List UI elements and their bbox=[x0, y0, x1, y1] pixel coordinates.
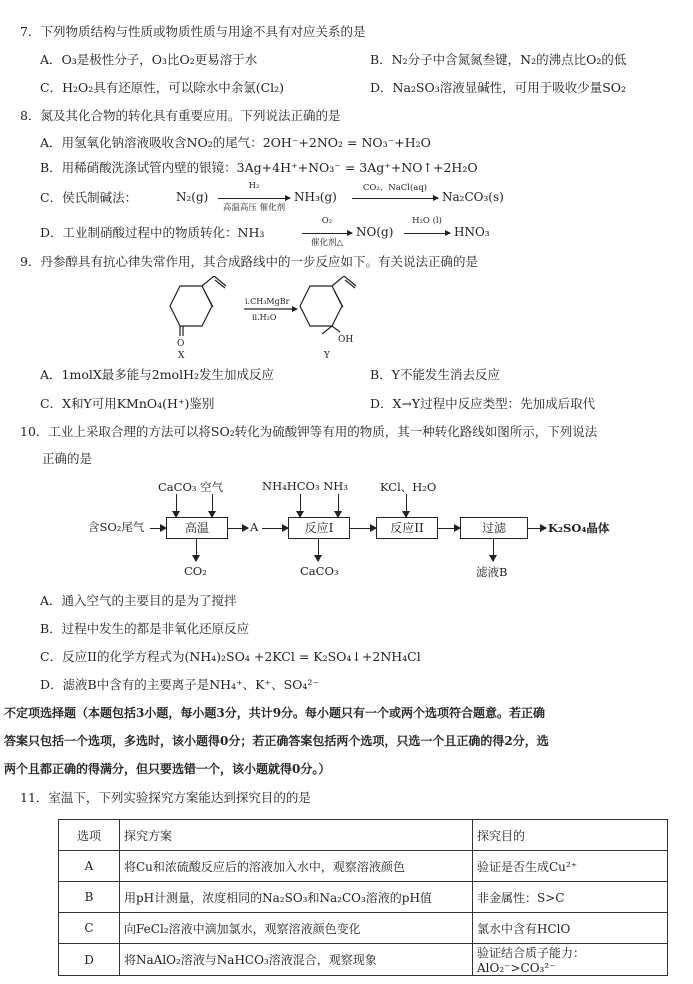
table-row bbox=[59, 851, 668, 882]
q9-option-d: D．X→Y过程中反应类型：先加成后取代 bbox=[370, 396, 596, 411]
q8-c-arrow-1 bbox=[218, 198, 290, 199]
flow-arrow-bottom-4 bbox=[493, 539, 494, 561]
flow-bottom-2: CaCO₃ bbox=[300, 564, 339, 578]
molecule-y bbox=[300, 276, 356, 334]
flow-arrow-top-2b bbox=[338, 494, 339, 517]
row-a-purpose: 验证是否生成Cu²⁺ bbox=[473, 851, 668, 882]
flow-box-high-temp: 高温 bbox=[166, 517, 228, 539]
q8-d-species-3: HNO₃ bbox=[454, 225, 490, 239]
row-c-plan: 向FeCl₂溶液中滴加氯水，观察溶液颜色变化 bbox=[120, 913, 473, 944]
q8-c-cond2-top: CO₂、NaCl(aq) bbox=[362, 183, 428, 193]
label-x: X bbox=[178, 351, 185, 361]
q7-option-c: C．H₂O₂具有还原性，可以除水中余氯(Cl₂) bbox=[40, 80, 285, 95]
q8-c-species-3: Na₂CO₃(s) bbox=[442, 190, 504, 204]
flow-arrow-top-3 bbox=[406, 494, 407, 517]
flow-arrow-top-1b bbox=[212, 494, 213, 517]
reagent-1: i.CH₃MgBr bbox=[245, 297, 290, 306]
table-row bbox=[59, 944, 668, 976]
q8-d-arrow-1 bbox=[302, 233, 352, 234]
q8-d-prefix: D．工业制硝酸过程中的物质转化：NH₃ bbox=[40, 225, 265, 240]
q8-stem: 8．氮及其化合物的转化具有重要应用。下列说法正确的是 bbox=[20, 108, 341, 123]
flow-arrow-bottom-1 bbox=[196, 539, 197, 561]
flow-mid-label: A bbox=[250, 520, 259, 534]
row-b-purpose: 非金属性：S>C bbox=[473, 882, 668, 913]
q8-option-a: A．用氢氧化钠溶液吸收含NO₂的尾气：2OH⁻+2NO₂ = NO₃⁻+H₂O bbox=[40, 135, 431, 150]
q10-option-c: C．反应II的化学方程式为(NH₄)₂SO₄ +2KCl = K₂SO₄↓+2NH₄Cl bbox=[40, 649, 421, 664]
q9-option-a: A．1molX最多能与2molH₂发生加成反应 bbox=[40, 367, 274, 382]
row-a-plan: 将Cu和浓硫酸反应后的溶液加入水中，观察溶液颜色 bbox=[120, 851, 473, 882]
label-y: Y bbox=[324, 351, 330, 361]
flow-input-label: 含SO₂尾气 bbox=[88, 520, 145, 534]
flow-arrow-2 bbox=[228, 528, 248, 529]
flow-output-label: K₂SO₄晶体 bbox=[548, 521, 610, 535]
section-instructions-line3: 两个且都正确的得满分，但只要选错一个，该小题就得0分。） bbox=[4, 762, 331, 776]
q8-d-cond1-bot: 催化剂△ bbox=[310, 238, 344, 248]
row-b-plan: 用pH计测量，浓度相同的Na₂SO₃和Na₂CO₃溶液的pH值 bbox=[120, 882, 473, 913]
table-row bbox=[59, 882, 668, 913]
table-header-row bbox=[59, 820, 668, 851]
q10-option-a: A．通入空气的主要目的是为了搅拌 bbox=[40, 593, 237, 608]
flow-arrow-1 bbox=[150, 528, 166, 529]
q10-option-b: B．过程中发生的都是非氧化还原反应 bbox=[40, 621, 250, 636]
flow-top-3: KCl、H₂O bbox=[380, 480, 437, 494]
q11-stem: 11．室温下，下列实验探究方案能达到探究目的的是 bbox=[20, 790, 311, 805]
molecule-x bbox=[170, 276, 226, 336]
q11-table bbox=[58, 819, 668, 976]
flow-top-2: NH₄HCO₃ NH₃ bbox=[262, 479, 348, 493]
section-instructions-line1: 不定项选择题（本题包括3小题，每小题3分，共计9分。每小题只有一个或两个选项符合题意。若正确 bbox=[4, 706, 546, 720]
q9-option-b: B．Y不能发生消去反应 bbox=[370, 367, 500, 382]
q7-option-a: A．O₃是极性分子，O₃比O₂更易溶于水 bbox=[40, 52, 258, 67]
q10-option-d: D．滤液B中含有的主要离子是NH₄⁺、K⁺、SO₄²⁻ bbox=[40, 677, 320, 692]
flow-arrow-5 bbox=[438, 528, 460, 529]
flow-top-1: CaCO₃ 空气 bbox=[158, 480, 224, 494]
q8-c-species-1: N₂(g) bbox=[176, 190, 209, 204]
col-header-option: 选项 bbox=[59, 820, 120, 851]
q7-stem: 7．下列物质结构与性质或物质性质与用途不具有对应关系的是 bbox=[20, 24, 366, 39]
row-a-option: A bbox=[59, 851, 120, 882]
q8-c-species-2: NH₃(g) bbox=[294, 190, 337, 204]
col-header-plan: 探究方案 bbox=[120, 820, 473, 851]
flow-arrow-4 bbox=[350, 528, 376, 529]
q8-c-arrow-2 bbox=[352, 198, 438, 199]
col-header-purpose: 探究目的 bbox=[473, 820, 668, 851]
flow-box-reaction-1: 反应I bbox=[288, 517, 350, 539]
flow-arrow-top-1a bbox=[176, 494, 177, 517]
flow-box-filter: 过滤 bbox=[460, 517, 528, 539]
q9-stem: 9．丹参醇具有抗心律失常作用，其合成路线中的一步反应如下。有关说法正确的是 bbox=[20, 254, 478, 269]
flow-arrow-bottom-2 bbox=[318, 539, 319, 561]
q8-d-arrow-2 bbox=[404, 233, 450, 234]
row-c-option: C bbox=[59, 913, 120, 944]
section-instructions-line2: 答案只包括一个选项，多选时，该小题得0分；若正确答案包括两个选项，只选一个且正确的得2分，选 bbox=[4, 734, 549, 748]
q8-c-cond1-top: H₂ bbox=[248, 181, 260, 191]
row-b-option: B bbox=[59, 882, 120, 913]
flow-arrow-6 bbox=[528, 528, 546, 529]
row-d-option: D bbox=[59, 944, 120, 976]
flow-arrow-top-2a bbox=[300, 494, 301, 517]
q7-option-d: D．Na₂SO₃溶液显碱性，可用于吸收少量SO₂ bbox=[370, 80, 627, 95]
q8-d-cond2-top: H₂O (l) bbox=[412, 216, 442, 226]
atom-o-label: O bbox=[177, 339, 185, 349]
flow-bottom-1: CO₂ bbox=[184, 564, 207, 578]
row-d-purpose: 验证结合质子能力：AlO₂⁻>CO₃²⁻ bbox=[473, 944, 668, 976]
table-row bbox=[59, 913, 668, 944]
q8-d-cond1-top: O₂ bbox=[321, 216, 333, 226]
q8-option-b: B．用稀硝酸洗涤试管内壁的银镜：3Ag+4H⁺+NO₃⁻ = 3Ag⁺+NO↑+2H₂O bbox=[40, 160, 478, 175]
flow-bottom-4: 滤液B bbox=[476, 565, 508, 579]
q9-option-c: C．X和Y可用KMnO₄(H⁺)鉴别 bbox=[40, 396, 215, 411]
q7-option-b: B．N₂分子中含氮氮叁键，N₂的沸点比O₂的低 bbox=[370, 52, 627, 67]
row-d-plan: 将NaAlO₂溶液与NaHCO₃溶液混合，观察现象 bbox=[120, 944, 473, 976]
q10-stem-line2: 正确的是 bbox=[42, 451, 93, 466]
q8-c-prefix: C．侯氏制碱法： bbox=[40, 190, 138, 205]
reagent-2: ii.H₂O bbox=[252, 313, 277, 322]
q8-d-species-2: NO(g) bbox=[356, 225, 394, 239]
q8-c-cond1-bot: 高温高压 催化剂 bbox=[222, 203, 286, 213]
row-c-purpose: 氯水中含有HClO bbox=[473, 913, 668, 944]
flow-box-reaction-2: 反应II bbox=[376, 517, 438, 539]
q9-reaction-scheme bbox=[160, 276, 380, 362]
atom-oh-label: OH bbox=[338, 335, 354, 345]
flow-arrow-3 bbox=[262, 528, 288, 529]
q10-stem-line1: 10．工业上采取合理的方法可以将SO₂转化为硫酸钾等有用的物质，其一种转化路线如图所示，下列说法 bbox=[20, 424, 598, 439]
